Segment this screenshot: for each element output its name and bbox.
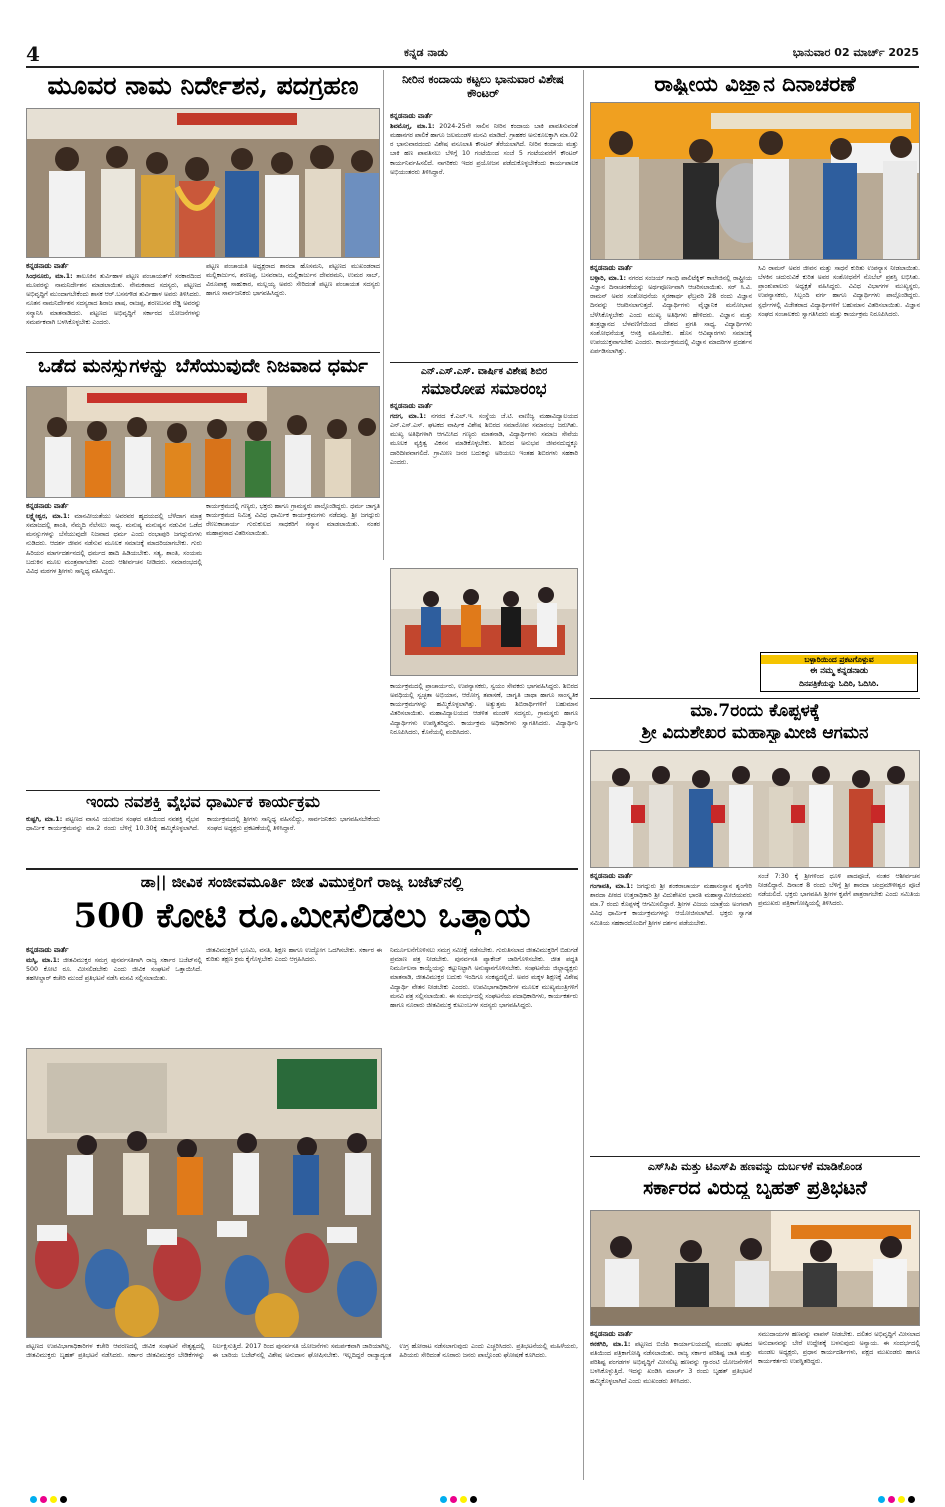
article-text: ಜಗದ್ಗುರು ಶ್ರೀ ಶಂಕರಾಚಾರ್ಯ ಮಹಾಸಂಸ್ಥಾನ ಶೃಂಗೇರಿ ಶಾರದಾ ಪೀಠದ ಉತ್ತರಾಧಿಕಾರಿ ಶ್ರೀ ವಿದುಶೇಖರ ಭಾರತಿ ಮಹಾಸ್ವಾಮೀಜಿಯವರು ಮಾ.7 ರಂದು ಕೊಪ್ಪಳಕ್ಕೆ ಆಗಮಿಸಲಿದ್ದಾರೆ. ಶ್ರೀಗಳ ವಿಜಯ ಯಾತ್ರೆಯ ಅಂಗವಾಗಿ ವಿವಿಧ ಧಾರ್ಮಿಕ ಕಾರ್ಯಕ್ರಮಗಳನ್ನು ಆಯೋಜಿಸಲಾಗಿದೆ. ಭಕ್ತರು ಸ್ವಾಗತ ಸಮಿತಿಯ ಸಹಕಾರದೊಂದಿಗೆ ಶ್ರೀಗಳ ದರ್ಶನ ಪಡೆಯಬೇಕು. — [590, 883, 752, 927]
article-text: ನಗರದ ಕೆ.ಎಲ್.ಇ. ಸಂಸ್ಥೆಯ ಜೆ.ಟಿ. ವಾಣಿಜ್ಯ ಮಹಾವಿದ್ಯಾಲಯದ ಎನ್.ಎಸ್.ಎಸ್. ಘಟಕದ ವಾರ್ಷಿಕ ವಿಶೇಷ ಶಿಬಿರದ ಸಮಾರೋಪ ಸಮಾರಂಭ ಜರುಗಿತು. ಮುಖ್ಯ ಅತಿಥಿಗಳಾಗಿ ಆಗಮಿಸಿದ ಗಣ್ಯರು ಮಾತನಾಡಿ, ವಿದ್ಯಾರ್ಥಿಗಳು ಸಮಾಜ ಸೇವೆಯ ಮೂಲಕ ವ್ಯಕ್ತಿತ್ವ ವಿಕಸನ ಮಾಡಿಕೊಳ್ಳಬೇಕು. ಶಿಬಿರದ ಅನುಭವ ಜೀವನದುದ್ದಕ್ಕೂ ದಾರಿದೀಪವಾಗಲಿದೆ. ಗ್ರಾಮೀಣ ಜನರ ಬದುಕನ್ನು ಅರಿಯಲು ಇಂತಹ ಶಿಬಿರಗಳು ಸಹಕಾರಿ ಎಂದರು. — [390, 413, 578, 466]
headline-jeeta-budget: ಡಾ|| ಜೀವಿಕ ಸಂಜೀವಮೂರ್ತಿ ಜೀತ ವಿಮುಕ್ತರಿಗೆ ರಾಜ್ಯ ಬಜೆಟ್‌ನಲ್ಲಿ — [140, 874, 464, 891]
article-body: ಕಾರ್ಯಕ್ರಮದಲ್ಲಿ ಪ್ರಾಚಾರ್ಯರು, ಉಪನ್ಯಾಸಕರು, ಸ್ವಯಂ ಸೇವಕರು ಭಾಗವಹಿಸಿದ್ದರು. ಶಿಬಿರದ ಅವಧಿಯಲ್ಲಿ ಸ್ವಚ್ಛತಾ ಅಭಿಯಾನ, ಆರೋಗ್ಯ ತಪಾಸಣೆ, ಜಾಗೃತಿ ಜಾಥಾ ಹಾಗೂ ಸಾಂಸ್ಕೃತಿಕ ಕಾರ್ಯಕ್ರಮಗಳನ್ನು ಹಮ್ಮಿಕೊಳ್ಳಲಾಗಿತ್ತು. ಅತ್ಯುತ್ತಮ ಶಿಬಿರಾರ್ಥಿಗಳಿಗೆ ಬಹುಮಾನ ವಿತರಿಸಲಾಯಿತು. ಮಹಾವಿದ್ಯಾಲಯದ ಆಡಳಿತ ಮಂಡಳಿ ಸದಸ್ಯರು, ಗ್ರಾಮಸ್ಥರು ಹಾಗೂ ವಿದ್ಯಾರ್ಥಿಗಳು ಉಪಸ್ಥಿತರಿದ್ದರು. ಕಾರ್ಯಕ್ರಮ ಅಧಿಕಾರಿಗಳು ಸ್ವಾಗತಿಸಿದರು. ವಿದ್ಯಾರ್ಥಿನಿ ನಿರೂಪಿಸಿದರು, ಕೊನೆಯಲ್ಲಿ ವಂದಿಸಿದರು. — [390, 683, 578, 736]
byline: ಕನ್ನಡನಾಡು ವಾರ್ತೆ — [26, 502, 69, 510]
article-text: ತಾಲೂಕಿನ ತುರ್ವಿಹಾಳ ಪಟ್ಟಣ ಪಂಚಾಯತ್‌ಗೆ ಸರಕಾರದಿಂದ ಮೂವರನ್ನು ನಾಮನಿರ್ದೇಶನ ಮಾಡಲಾಯಿತು. ನೇಮಕವಾದ ಸದಸ್ಯರು, ಪಟ್ಟಣದ ಅಭಿವೃದ್ಧಿಗೆ ಮುಂದಾಗಬೇಕೆಂದು ಶಾಸಕ ಆರ್.ಬಸನಗೌಡ ತುರ್ವಿಹಾಳ ಅವರು ತಿಳಿಸಿದರು. ನೂತನ ನಾಮನಿರ್ದೇಶನ ಸದಸ್ಯರಾದ ಶಿರಾಜ ಪಾಷ, ರಾಜಪ್ಪ, ಶರಣಬಸವ ರೆಡ್ಡಿ ಅವರನ್ನು ಸನ್ಮಾನಿಸಿ ಮಾತನಾಡಿದರು. ಪಟ್ಟಣದ ಅಭಿವೃದ್ಧಿಗೆ ಸರ್ಕಾರದ ಯೋಜನೆಗಳನ್ನು ಸಮರ್ಪಕವಾಗಿ ಬಳಸಿಕೊಳ್ಳಬೇಕು ಎಂದರು. — [26, 273, 201, 326]
column-divider — [583, 70, 584, 1480]
promo-box — [760, 652, 918, 692]
photo-dharma — [26, 386, 380, 498]
photo-nomination — [26, 108, 380, 258]
dateline: ಸಿಂಧನೂರು, ಮಾ.1: — [26, 273, 73, 280]
registration-marks — [878, 1496, 915, 1503]
article-body: ಸಮುದಾಯಗಳ ಹಣವನ್ನು ವಾಪಸ್ ನೀಡಬೇಕು. ದಲಿತರ ಅಭಿವೃದ್ಧಿಗೆ ಮೀಸಲಾದ ಅನುದಾನವನ್ನು ಬೇರೆ ಉದ್ದೇಶಕ್ಕೆ ಬಳಸುವುದು ಅನ್ಯಾಯ. ಈ ಸಂದರ್ಭದಲ್ಲಿ ಮಂಡಲ ಅಧ್ಯಕ್ಷರು, ಪ್ರಧಾನ ಕಾರ್ಯದರ್ಶಿಗಳು, ಪಕ್ಷದ ಮುಖಂಡರು ಹಾಗೂ ಕಾರ್ಯಕರ್ತರು ಉಪಸ್ಥಿತರಿದ್ದರು. — [758, 1331, 920, 1366]
issue-date: ಭಾನುವಾರ 02 ಮಾರ್ಚ್ 2025 — [792, 46, 919, 59]
article-body — [590, 882, 752, 1152]
article-body — [26, 956, 202, 1044]
article-text: ಪಟ್ಟಣದ ವಾಸವಿ ಯುವಜನ ಸಂಘದ ವತಿಯಿಂದ ನವಶಕ್ತಿ ವೈಭವ ಧಾರ್ಮಿಕ ಕಾರ್ಯಕ್ರಮವನ್ನು ಮಾ.2 ರಂದು ಬೆಳಿಗ್ಗೆ 10.30ಕ್ಕೆ ಹಮ್ಮಿಕೊಳ್ಳಲಾಗಿದೆ. ಕಾರ್ಯಕ್ರಮದಲ್ಲಿ ಶ್ರೀಗಳು ಸಾನ್ನಿಧ್ಯ ವಹಿಸಲಿದ್ದು, ಸಾರ್ವಜನಿಕರು ಭಾಗವಹಿಸಬೇಕೆಂದು ಸಂಘದ ಅಧ್ಯಕ್ಷರು ಪ್ರಕಟಣೆಯಲ್ಲಿ ತಿಳಿಸಿದ್ದಾರೆ. — [26, 816, 380, 833]
byline: ಕನ್ನಡನಾಡು ವಾರ್ತೆ — [590, 264, 633, 272]
article-body: ಸಿವಿ ರಾಮನ್ ಅವರ ಜೀವನ ಮತ್ತು ಸಾಧನೆ ಕುರಿತು ಉಪನ್ಯಾಸ ನೀಡಲಾಯಿತು. ಬೆಳಕಿನ ಚದುರುವಿಕೆ ಕುರಿತ ಅವರ ಸಂಶೋಧನೆಗೆ ನೊಬೆಲ್ ಪ್ರಶಸ್ತಿ ಲಭಿಸಿತು. ಪ್ರಾಂಶುಪಾಲರು ಅಧ್ಯಕ್ಷತೆ ವಹಿಸಿದ್ದರು. ವಿವಿಧ ವಿಭಾಗಗಳ ಮುಖ್ಯಸ್ಥರು, ಉಪನ್ಯಾಸಕರು, ಸಿಬ್ಬಂದಿ ವರ್ಗ ಹಾಗೂ ವಿದ್ಯಾರ್ಥಿಗಳು ಪಾಲ್ಗೊಂಡಿದ್ದರು. ಸ್ಪರ್ಧೆಗಳಲ್ಲಿ ವಿಜೇತರಾದ ವಿದ್ಯಾರ್ಥಿಗಳಿಗೆ ಬಹುಮಾನ ವಿತರಿಸಲಾಯಿತು. ವಿಜ್ಞಾನ ಸಂಘದ ಸಂಚಾಲಕರು ಸ್ವಾಗತಿಸಿದರು ಮತ್ತು ಕಾರ್ಯಕ್ರಮ ನಿರೂಪಿಸಿದರು. — [758, 265, 920, 318]
section-rule — [26, 868, 578, 870]
section-rule — [26, 790, 380, 791]
dateline: ಕುಷ್ಟಗಿ, ಮಾ.1: — [26, 816, 63, 823]
photo-nss — [390, 568, 578, 676]
byline: ಕನ್ನಡನಾಡು ವಾರ್ತೆ — [26, 946, 69, 954]
dateline: ಗಂಗಾವತಿ, ಮಾ.1: — [590, 883, 633, 890]
masthead-logo: ಕನ್ನಡ ನಾಡು — [404, 46, 448, 59]
article-text: 2024-25ನೇ ಸಾಲಿನ ನೀರಿನ ಕಂದಾಯ ಬಾಕಿ ಪಾವತಿಸುವಂತೆ ಮಹಾನಗರ ಪಾಲಿಕೆ ಹಾಗೂ ಜಲಮಂಡಳಿ ಮನವಿ ಮಾಡಿದೆ. ಗ್ರಾಹಕರ ಅನುಕೂಲಕ್ಕಾಗಿ ಮಾ.02 ರ ಭಾನುವಾರದಂದು ವಿಶೇಷ ವಸೂಲಾತಿ ಕೌಂಟರ್ ತೆರೆಯಲಾಗಿದೆ. ನೀರಿನ ಕಂದಾಯ ಮತ್ತು ಬಾಕಿ ಹಣ ಪಾವತಿಸಲು ಬೆಳಿಗ್ಗೆ 10 ಗಂಟೆಯಿಂದ ಸಂಜೆ 5 ಗಂಟೆಯವರೆಗೆ ಕೌಂಟರ್ ಕಾರ್ಯನಿರ್ವಹಿಸಲಿದೆ. ನಾಗರಿಕರು ಇದರ ಪ್ರಯೋಜನ ಪಡೆದುಕೊಳ್ಳಬೇಕೆಂದು ಕಾರ್ಯಪಾಲಕ ಅಭಿಯಂತರರು ತಿಳಿಸಿದ್ದಾರೆ. — [390, 123, 578, 176]
page-header — [26, 42, 919, 66]
headline-nss-closing: ಸಮಾರೋಪ ಸಮಾರಂಭ — [421, 380, 547, 398]
headline-science-day: ರಾಷ್ಟ್ರೀಯ ವಿಜ್ಞಾನ ದಿನಾಚರಣೆ — [654, 72, 856, 96]
article-body — [590, 274, 752, 676]
article-text: ಮಾನವೀಯತೆಯು ಅವರವರ ಹೃದಯದಲ್ಲಿ ಬೆಳೆದಾಗ ಮಾತ್ರ ಸಮಾಜದಲ್ಲಿ ಶಾಂತಿ, ನೆಮ್ಮದಿ ನೆಲೆಸಲು ಸಾಧ್ಯ. ಮನುಷ್ಯ ಮನುಷ್ಯನ ನಡುವಿನ ಒಡೆದ ಮನಸ್ಸುಗಳನ್ನು ಬೆಸೆಯುವುದೇ ನಿಜವಾದ ಧರ್ಮ ಎಂದು ರಂಭಾಪುರಿ ಜಗದ್ಗುರುಗಳು ನುಡಿದರು. ಆದರ್ಶ ಜೀವನ ನಡೆಸುವ ಮೂಲಕ ಸಮಾಜಕ್ಕೆ ಮಾದರಿಯಾಗಬೇಕು. ಗುರು ಹಿರಿಯರ ಮಾರ್ಗದರ್ಶನದಲ್ಲಿ ಧರ್ಮದ ಹಾದಿ ಹಿಡಿಯಬೇಕು. ಸತ್ಯ, ಶಾಂತಿ, ಸಂಯಮ ಬದುಕಿನ ಮೂಲ ಮಂತ್ರವಾಗಬೇಕು ಎಂದು ಆಶೀರ್ವಚನ ನೀಡಿದರು. ಸಮಾರಂಭದಲ್ಲಿ ವಿವಿಧ ಮಠಗಳ ಶ್ರೀಗಳು ಸಾನ್ನಿಧ್ಯ ವಹಿಸಿದ್ದರು. — [26, 513, 202, 575]
byline: ಕನ್ನಡನಾಡು ವಾರ್ತೆ — [390, 402, 433, 410]
article-body: ಕಾರ್ಯಕ್ರಮದಲ್ಲಿ ಗಣ್ಯರು, ಭಕ್ತರು ಹಾಗೂ ಗ್ರಾಮಸ್ಥರು ಪಾಲ್ಗೊಂಡಿದ್ದರು. ಧರ್ಮ ಜಾಗೃತಿ ಕಾರ್ಯಕ್ರಮದ ನಿಮಿತ್ತ ವಿವಿಧ ಧಾರ್ಮಿಕ ಕಾರ್ಯಕ್ರಮಗಳು ನಡೆದವು. ಶ್ರೀ ಜಗದ್ಗುರು ರೇಣುಕಾಚಾರ್ಯ ಗುರುಕುಲದ ಸಾಧಕರಿಗೆ ಸನ್ಮಾನ ಮಾಡಲಾಯಿತು. ನಂತರ ಮಹಾಪ್ರಸಾದ ವಿತರಿಸಲಾಯಿತು. — [206, 503, 380, 538]
article-body: ನಿರ್ಮೂಲನೆಗೊಳಿಸಲು ಸಮಗ್ರ ಸಮೀಕ್ಷೆ ನಡೆಸಬೇಕು. ಗುರುತಿಸಲಾದ ಜೀತವಿಮುಕ್ತರಿಗೆ ಬಿಡುಗಡೆ ಪ್ರಮಾಣ ಪತ್ರ ನೀಡಬೇಕು. ಪುನರ್ವಸತಿ ಪ್ಯಾಕೇಜ್ ಜಾರಿಗೊಳಿಸಬೇಕು. ಜೀತ ಪದ್ಧತಿ ನಿರ್ಮೂಲನಾ ಕಾಯ್ದೆಯನ್ನು ಕಟ್ಟುನಿಟ್ಟಾಗಿ ಅನುಷ್ಠಾನಗೊಳಿಸಬೇಕು. ಸಂಘಟನೆಯ ಜಿಲ್ಲಾಧ್ಯಕ್ಷರು ಮಾತನಾಡಿ, ಜೀತವಿಮುಕ್ತರ ಬದುಕು ಇಂದಿಗೂ ಸಂಕಷ್ಟದಲ್ಲಿದೆ. ಅವರ ಮಕ್ಕಳ ಶಿಕ್ಷಣಕ್ಕೆ ವಿಶೇಷ ವಿದ್ಯಾರ್ಥಿ ವೇತನ ನೀಡಬೇಕು ಎಂದರು. ಉಪವಿಭಾಗಾಧಿಕಾರಿಗಳ ಮೂಲಕ ಮುಖ್ಯಮಂತ್ರಿಗಳಿಗೆ ಮನವಿ ಪತ್ರ ಸಲ್ಲಿಸಲಾಯಿತು. ಈ ಸಂದರ್ಭದಲ್ಲಿ ಸಂಘಟನೆಯ ಪದಾಧಿಕಾರಿಗಳು, ಕಾರ್ಯಕರ್ತರು ಹಾಗೂ ನೂರಾರು ಜೀತವಿಮುಕ್ತ ಕುಟುಂಬಗಳ ಸದಸ್ಯರು ಭಾಗವಹಿಸಿದ್ದರು. — [390, 947, 578, 1009]
dateline: ಬಳ್ಳಾರಿ, ಮಾ.1: — [590, 275, 627, 282]
article-body: ಜೀತವಿಮುಕ್ತರಿಗೆ ಭೂಮಿ, ವಸತಿ, ಶಿಕ್ಷಣ ಹಾಗೂ ಉದ್ಯೋಗ ಒದಗಿಸಬೇಕು. ಸರ್ಕಾರ ಈ ಕುರಿತು ತಕ್ಷಣ ಕ್ರಮ ಕೈಗೊಳ್ಳಬೇಕು ಎಂದು ಆಗ್ರಹಿಸಿದರು. — [206, 947, 382, 964]
article-body — [26, 272, 201, 350]
column-divider — [383, 70, 384, 560]
promo-line: ಈ ನಮ್ಮ ಕನ್ನಡನಾಡು — [809, 666, 869, 676]
article-text: ನಗರದ ಸಂಜಯ್ ಗಾಂಧಿ ಪಾಲಿಟೆಕ್ನಿಕ್ ಕಾಲೇಜಿನಲ್ಲಿ ರಾಷ್ಟ್ರೀಯ ವಿಜ್ಞಾನ ದಿನಾಚರಣೆಯನ್ನು ಅರ್ಥಪೂರ್ಣವಾಗಿ ಆಚರಿಸಲಾಯಿತು. ಸರ್ ಸಿ.ವಿ. ರಾಮನ್ ಅವರ ಸಂಶೋಧನೆಯ ಸ್ಮರಣಾರ್ಥ ಫೆಬ್ರವರಿ 28 ರಂದು ವಿಜ್ಞಾನ ದಿನವನ್ನು ಆಚರಿಸಲಾಗುತ್ತದೆ. ವಿದ್ಯಾರ್ಥಿಗಳು ವೈಜ್ಞಾನಿಕ ಮನೋಭಾವ ಬೆಳೆಸಿಕೊಳ್ಳಬೇಕು ಎಂದು ಮುಖ್ಯ ಅತಿಥಿಗಳು ಹೇಳಿದರು. ವಿಜ್ಞಾನ ಮತ್ತು ತಂತ್ರಜ್ಞಾನದ ಬೆಳವಣಿಗೆಯಿಂದ ದೇಶದ ಪ್ರಗತಿ ಸಾಧ್ಯ. ವಿದ್ಯಾರ್ಥಿಗಳು ಸಂಶೋಧನೆಯತ್ತ ಆಸಕ್ತಿ ವಹಿಸಬೇಕು. ಹೊಸ ಆವಿಷ್ಕಾರಗಳು ಸಮಾಜಕ್ಕೆ ಉಪಯುಕ್ತವಾಗಬೇಕು ಎಂದರು. ಕಾರ್ಯಕ್ರಮದಲ್ಲಿ ವಿಜ್ಞಾನ ಮಾದರಿಗಳ ಪ್ರದರ್ಶನ ಏರ್ಪಡಿಸಲಾಗಿತ್ತು. — [590, 275, 752, 355]
article-body — [390, 412, 578, 562]
section-rule — [590, 698, 920, 699]
article-body — [590, 1340, 752, 1480]
article-body: ಪಟ್ಟಣದ ಉಪವಿಭಾಗಾಧಿಕಾರಿಗಳ ಕಚೇರಿ ಆವರಣದಲ್ಲಿ ಜೀವಿಕ ಸಂಘಟನೆ ನೇತೃತ್ವದಲ್ಲಿ ಜೀತವಿಮುಕ್ತರು ಬೃಹತ್ ಪ್ರತಿಭಟನೆ ನಡೆಸಿದರು. ಸರ್ಕಾರ ಜೀತವಿಮುಕ್ತರ ಬೇಡಿಕೆಗಳನ್ನು ನಿರ್ಲಕ್ಷಿಸುತ್ತಿದೆ. 2017 ರಿಂದ ಪುನರ್ವಸತಿ ಯೋಜನೆಗಳು ಸಮರ್ಪಕವಾಗಿ ಜಾರಿಯಾಗಿಲ್ಲ. ಈ ಬಾರಿಯ ಬಜೆಟ್‌ನಲ್ಲಿ ವಿಶೇಷ ಅನುದಾನ ಘೋಷಿಸಬೇಕು. ಇಲ್ಲದಿದ್ದರೆ ರಾಜ್ಯಾದ್ಯಂತ ಉಗ್ರ ಹೋರಾಟ ನಡೆಸಲಾಗುವುದು ಎಂದು ಎಚ್ಚರಿಸಿದರು. ಪ್ರತಿಭಟನೆಯಲ್ಲಿ ಮಹಿಳೆಯರು, ಹಿರಿಯರು ಸೇರಿದಂತೆ ನೂರಾರು ಜನರು ಪಾಲ್ಗೊಂಡು ಘೋಷಣೆ ಕೂಗಿದರು. — [26, 1343, 578, 1360]
registration-marks — [440, 1496, 477, 1503]
byline: ಕನ್ನಡನಾಡು ವಾರ್ತೆ — [390, 112, 433, 120]
article-text: ಪಟ್ಟಣದ ಬಿಜೆಪಿ ಕಾರ್ಯಾಲಯದಲ್ಲಿ ಮಂಡಲ ಘಟಕದ ವತಿಯಿಂದ ಪತ್ರಿಕಾಗೋಷ್ಠಿ ನಡೆಸಲಾಯಿತು. ರಾಜ್ಯ ಸರ್ಕಾರ ಪರಿಶಿಷ್ಟ ಜಾತಿ ಮತ್ತು ಪರಿಶಿಷ್ಟ ಪಂಗಡಗಳ ಅಭಿವೃದ್ಧಿಗೆ ಮೀಸಲಿಟ್ಟ ಹಣವನ್ನು ಗ್ಯಾರಂಟಿ ಯೋಜನೆಗಳಿಗೆ ಬಳಸಿಕೊಳ್ಳುತ್ತಿದೆ. ಇದನ್ನು ಖಂಡಿಸಿ ಮಾರ್ಚ್ 3 ರಂದು ಬೃಹತ್ ಪ್ರತಿಭಟನೆ ಹಮ್ಮಿಕೊಳ್ಳಲಾಗಿದೆ ಎಂದು ಮುಖಂಡರು ತಿಳಿಸಿದರು. — [590, 1341, 752, 1385]
article-body: ಪಟ್ಟಣ ಪಂಚಾಯತಿ ಅಧ್ಯಕ್ಷರಾದ ಶಾರದಾ ಹೊಸಮನಿ, ಪಟ್ಟಣದ ಮುಖಂಡರಾದ ಮಲ್ಲಿಕಾರ್ಜುನ, ಶರಣಪ್ಪ, ಬಸವರಾಜ, ಮಲ್ಲಿಕಾರ್ಜುನ ದೇವರಮನಿ, ಉಮರ ಸಾಬ್, ವಿರೂಪಾಕ್ಷ ಸಾಹುಕಾರ, ಮಲ್ಲಯ್ಯ ಅವರು ಸೇರಿದಂತೆ ಪಟ್ಟಣ ಪಂಚಾಯತ ಸದಸ್ಯರು ಹಾಗೂ ಸಾರ್ವಜನಿಕರು ಭಾಗವಹಿಸಿದ್ದರು. — [206, 263, 380, 298]
section-rule — [26, 352, 380, 353]
page-number: 4 — [26, 42, 40, 66]
headline-koppal: ಮಾ.7ರಂದು ಕೊಪ್ಪಳಕ್ಕೆ — [690, 702, 820, 721]
article-body — [390, 122, 578, 354]
headline-water-tax: ನೀರಿನ ಕಂದಾಯ ಕಟ್ಟಲು ಭಾನುವಾರ ವಿಶೇಷ ಕೌಂಟರ್ — [402, 72, 564, 101]
byline: ಕನ್ನಡನಾಡು ವಾರ್ತೆ — [26, 262, 69, 270]
dateline: ಗದಗ, ಮಾ.1: — [390, 413, 426, 420]
byline: ಕನ್ನಡನಾಡು ವಾರ್ತೆ — [590, 872, 633, 880]
header-rule — [26, 66, 919, 68]
headline-navashakti: ಇಂದು ನವಶಕ್ತಿ ವೈಭವ ಧಾರ್ಮಿಕ ಕಾರ್ಯಕ್ರಮ — [86, 793, 320, 811]
promo-line: ಬಳ್ಳಾರಿಯಿಂದ ಪ್ರಕಟಗೊಳ್ಳುವ — [761, 655, 917, 664]
section-rule — [590, 1156, 920, 1157]
article-text: ಜೀತವಿಮುಕ್ತರ ಸಮಗ್ರ ಪುನರ್ವಸತಿಗಾಗಿ ರಾಜ್ಯ ಸರ್ಕಾರ ಬಜೆಟ್‌ನಲ್ಲಿ 500 ಕೋಟಿ ರೂ. ಮೀಸಲಿಡಬೇಕು ಎಂದು ಜೀವಿಕ ಸಂಘಟನೆ ಒತ್ತಾಯಿಸಿದೆ. ತಹಸೀಲ್ದಾರ್ ಕಚೇರಿ ಮುಂದೆ ಪ್ರತಿಭಟನೆ ನಡೆಸಿ ಮನವಿ ಸಲ್ಲಿಸಲಾಯಿತು. — [26, 957, 202, 983]
photo-protest-press — [590, 1210, 920, 1326]
headline-nss-camp: ಎನ್.ಎಸ್.ಎಸ್. ವಾರ್ಷಿಕ ವಿಶೇಷ ಶಿಬಿರ — [420, 366, 548, 377]
article-body — [26, 815, 380, 867]
dateline: ಮಸ್ಕಿ, ಮಾ.1: — [26, 957, 60, 964]
photo-swamiji — [590, 750, 920, 868]
dateline: ಶಿವಮೊಗ್ಗ, ಮಾ.1: — [390, 123, 435, 130]
article-body — [26, 512, 202, 788]
headline-swamiji: ಶ್ರೀ ವಿದುಶೇಖರ ಮಹಾಸ್ವಾಮೀಜಿ ಆಗಮನ — [641, 724, 869, 743]
headline-500-crore: 500 ಕೋಟಿ ರೂ.ಮೀಸಲಿಡಲು ಒತ್ತಾಯ — [73, 898, 531, 936]
registration-marks — [30, 1496, 67, 1503]
photo-jeeta-protest — [26, 1048, 382, 1338]
dateline: ಲಕ್ಷ್ಮೇಶ್ವರ, ಮಾ.1: — [26, 513, 70, 520]
headline-dharma: ಒಡೆದ ಮನಸ್ಸುಗಳನ್ನು ಬೆಸೆಯುವುದೇ ನಿಜವಾದ ಧರ್ಮ — [38, 356, 368, 377]
byline: ಕನ್ನಡನಾಡು ವಾರ್ತೆ — [590, 1330, 633, 1338]
headline-nomination: ಮೂವರ ನಾಮ ನಿರ್ದೇಶನ, ಪದಗ್ರಹಣ — [47, 72, 359, 100]
photo-science-day — [590, 102, 920, 260]
promo-line: ದಿನಪತ್ರಿಕೆಯನ್ನು ಓದಿರಿ, ಓದಿಸಿರಿ. — [799, 679, 879, 688]
section-rule — [390, 362, 578, 363]
article-body: ಸಂಜೆ 7:30 ಕ್ಕೆ ಶ್ರೀಗಳಿಂದ ಧೂಳಿ ಪಾದಪೂಜೆ, ನಂತರ ಆಶೀರ್ವಚನ ನೀಡಲಿದ್ದಾರೆ. ದಿನಾಂಕ 8 ರಂದು ಬೆಳಿಗ್ಗೆ ಶ್ರೀ ಶಾರದಾ ಚಂದ್ರಮೌಳೀಶ್ವರ ಪೂಜೆ ನಡೆಯಲಿದೆ. ಭಕ್ತರು ಭಾಗವಹಿಸಿ ಶ್ರೀಗಳ ಕೃಪೆಗೆ ಪಾತ್ರರಾಗಬೇಕು ಎಂದು ಸಮಿತಿಯ ಪ್ರಮುಖರು ಪತ್ರಿಕಾಗೋಷ್ಠಿಯಲ್ಲಿ ತಿಳಿಸಿದರು. — [758, 873, 920, 908]
headline-protest: ಸರ್ಕಾರದ ವಿರುದ್ಧ ಬೃಹತ್ ಪ್ರತಿಭಟನೆ — [643, 1178, 867, 1199]
dateline: ಕನಕಗಿರಿ, ಮಾ.1: — [590, 1341, 631, 1348]
headline-scp-tsp: ಎಸ್‌ಸಿಪಿ ಮತ್ತು ಟಿಎಸ್‌ಪಿ ಹಣವನ್ನು ದುರ್ಬಳಕೆ ಮಾಡಿಕೊಂಡ — [647, 1160, 863, 1173]
